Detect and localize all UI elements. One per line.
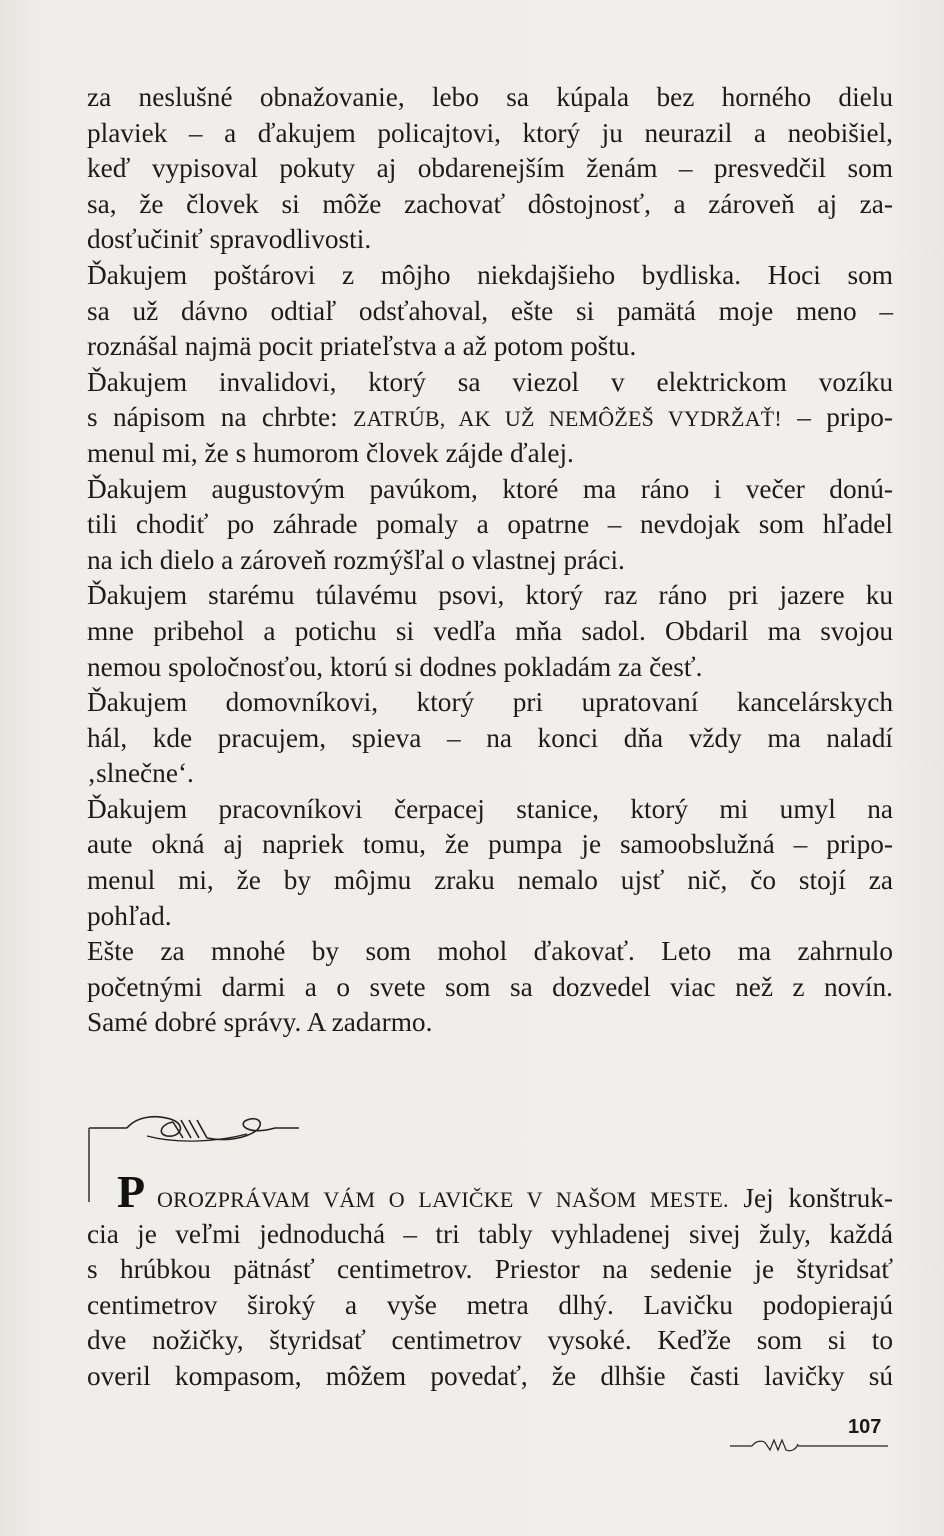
text-line: ‚slnečne‘. (87, 758, 194, 789)
text-fragment: Jej konštruk- (728, 1183, 893, 1213)
text-line: keď vypisoval pokuty aj obdarenejším ženám – presvedčil som (87, 153, 893, 184)
sign-inscription: ZATRÚB, AK UŽ NEMÔŽEŠ VYDRŽAŤ! (353, 406, 782, 432)
text-line: roznášal najmä pocit priateľstva a až potom poštu. (87, 331, 637, 362)
text-line: Ďakujem poštárovi z môjho niekdajšieho bydliska. Hoci som (87, 259, 893, 290)
text-line: dve nožičky, štyridsať centimetrov vysoké. Keďže som si to (87, 1325, 893, 1356)
text-line: Ďakujem augustovým pavúkom, ktoré ma ráno i večer donú- (87, 473, 893, 504)
text-line: centimetrov široký a vyše metra dlhý. Lavičku podopierajú (87, 1289, 893, 1320)
text-line: sa, že človek si môže zachovať dôstojnosť, a zároveň aj za- (87, 188, 893, 219)
text-line: pohľad. (87, 900, 172, 931)
text-line: Ďakujem pracovníkovi čerpacej stanice, ktorý mi umyl na (87, 793, 893, 824)
text-line: aute okná aj napriek tomu, že pumpa je samoobslužná – pripo- (87, 829, 893, 860)
text-line: Ďakujem domovníkovi, ktorý pri upratovaní kancelárskych (87, 687, 893, 718)
text-line: Ďakujem starému túlavému psovi, ktorý raz ráno pri jazere ku (87, 580, 893, 611)
text-line: Ďakujem invalidovi, ktorý sa viezol v elektrickom vozíku (87, 366, 893, 397)
text-line: cia je veľmi jednoduchá – tri tably vyhladenej sivej žuly, každá (87, 1218, 893, 1249)
text-line: nemou spoločnosťou, ktorú si dodnes pokladám za česť. (87, 651, 703, 682)
text-line: s hrúbkou pätnásť centimetrov. Priestor na sedenie je štyridsať (87, 1254, 893, 1285)
text-line: menul mi, že by môjmu zraku nemalo ujsť nič, čo stojí za (87, 865, 893, 896)
text-line: za neslušné obnažovanie, lebo sa kúpala bez horného dielu (87, 82, 893, 112)
text-line: overil kompasom, môžem povedať, že dlhšie časti lavičky sú (87, 1360, 893, 1391)
text-line: hál, kde pracujem, spieva – na konci dňa vždy ma naladí (87, 722, 893, 753)
opening-small-caps: OROZPRÁVAM VÁM O LAVIČKE V NAŠOM MESTE. (157, 1187, 729, 1212)
text-line: na ich dielo a zároveň rozmýšľal o vlastnej práci. (87, 544, 625, 575)
text-line-with-sign (87, 400, 893, 436)
text-line: Ešte za mnohé by som mohol ďakovať. Leto ma zahrnulo (87, 936, 893, 967)
opening-line (87, 1181, 893, 1217)
page-number: 107 (848, 1416, 882, 1438)
text-line: tili chodiť po záhrade pomaly a opatrne – nevdojak som hľadel (87, 509, 893, 540)
body-text-section-1 (87, 80, 893, 1041)
text-fragment: s nápisom na chrbte: (87, 402, 354, 433)
drop-cap: P (117, 1166, 146, 1217)
text-line: menul mi, že s humorom človek zájde ďalej. (87, 437, 574, 468)
text-line: dosťučiniť spravodlivosti. (87, 224, 372, 255)
text-line: Samé dobré správy. A zadarmo. (87, 1007, 433, 1038)
text-line: mne pribehol a potichu si vedľa mňa sadol. Obdaril ma svojou (87, 615, 893, 646)
text-line: plaviek – a ďakujem policajtovi, ktorý ju neurazil a neobišiel, (87, 117, 893, 148)
body-text-section-2 (87, 1181, 893, 1395)
text-fragment: – pripo- (781, 402, 893, 433)
text-line: početnými darmi a o svete som sa dozvedel viac než z novín. (87, 971, 893, 1002)
text-line: sa už dávno odtiaľ odsťahoval, ešte si pamätá moje meno – (87, 295, 893, 326)
